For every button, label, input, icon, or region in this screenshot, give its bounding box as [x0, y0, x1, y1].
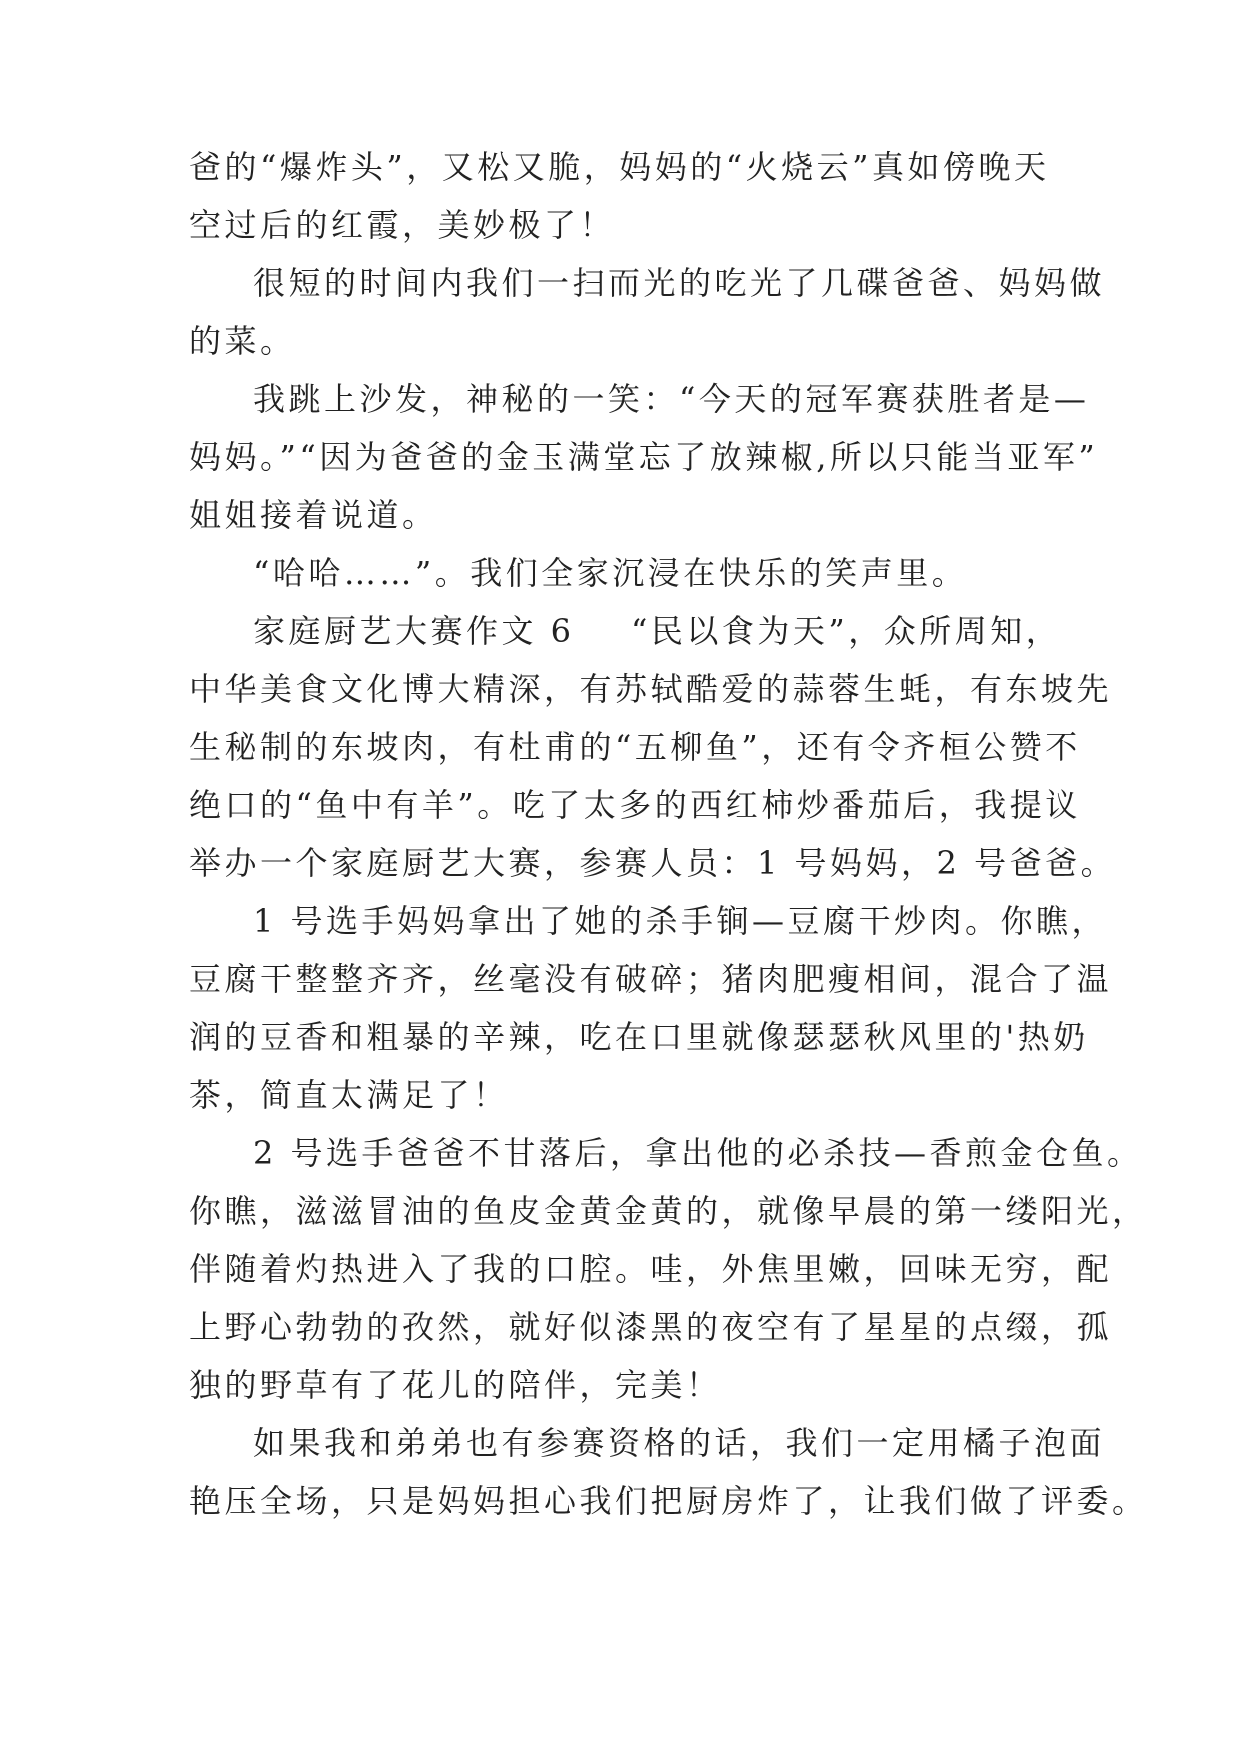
- text-line: 绝口的“鱼中有羊”。吃了太多的西红柿炒番茄后，我提议: [189, 786, 1081, 824]
- text-line: 1 号选手妈妈拿出了她的杀手锏—豆腐干炒肉。你瞧，: [253, 902, 1108, 940]
- text-line: 我跳上沙发，神秘的一笑：“今天的冠军赛获胜者是—: [253, 380, 1090, 418]
- text-line: 很短的时间内我们一扫而光的吃光了几碟爸爸、妈妈做: [253, 264, 1106, 302]
- text-line: 如果我和弟弟也有参赛资格的话，我们一定用橘子泡面: [253, 1424, 1106, 1462]
- text-line: 2 号选手爸爸不甘落后，拿出他的必杀技—香煎金仓鱼。: [253, 1134, 1143, 1172]
- text-line: 茶，简直太满足了！: [189, 1076, 509, 1114]
- text-line: 伴随着灼热进入了我的口腔。哇，外焦里嫩，回味无穷，配: [189, 1250, 1113, 1288]
- text-line: “民以食为天”，众所周知，: [631, 612, 1062, 650]
- text-line: “哈哈……”。我们全家沉浸在快乐的笑声里。: [253, 554, 968, 592]
- text-line: 爸的“爆炸头”，又松又脆，妈妈的“火烧云”真如傍晚天: [189, 148, 1050, 186]
- text-line: 中华美食文化博大精深，有苏轼酷爱的蒜蓉生蚝，有东坡先: [189, 670, 1113, 708]
- text-line: 你瞧，滋滋冒油的鱼皮金黄金黄的，就像早晨的第一缕阳光，: [189, 1192, 1148, 1230]
- text-line: 艳压全场，只是妈妈担心我们把厨房炸了，让我们做了评委。: [189, 1482, 1148, 1520]
- text-line: 豆腐干整整齐齐，丝毫没有破碎；猪肉肥瘦相间，混合了温: [189, 960, 1113, 998]
- text-line: 润的豆香和粗暴的辛辣，吃在口里就像瑟瑟秋风里的'热奶: [189, 1018, 1089, 1056]
- text-line: 空过后的红霞，美妙极了！: [189, 206, 616, 244]
- text-line: 的菜。: [189, 322, 296, 360]
- text-line: 上野心勃勃的孜然，就好似漆黑的夜空有了星星的点缀，孤: [189, 1308, 1113, 1346]
- essay-title: 家庭厨艺大赛作文 6: [253, 612, 575, 650]
- text-line: 妈妈。”“因为爸爸的金玉满堂忘了放辣椒,所以只能当亚军”: [189, 438, 1099, 476]
- text-line: 生秘制的东坡肉，有杜甫的“五柳鱼”，还有令齐桓公赞不: [189, 728, 1081, 766]
- text-line: 独的野草有了花儿的陪伴，完美！: [189, 1366, 722, 1404]
- text-line: 姐姐接着说道。: [189, 496, 438, 534]
- text-line: 举办一个家庭厨艺大赛，参赛人员：1 号妈妈，2 号爸爸。: [189, 844, 1117, 882]
